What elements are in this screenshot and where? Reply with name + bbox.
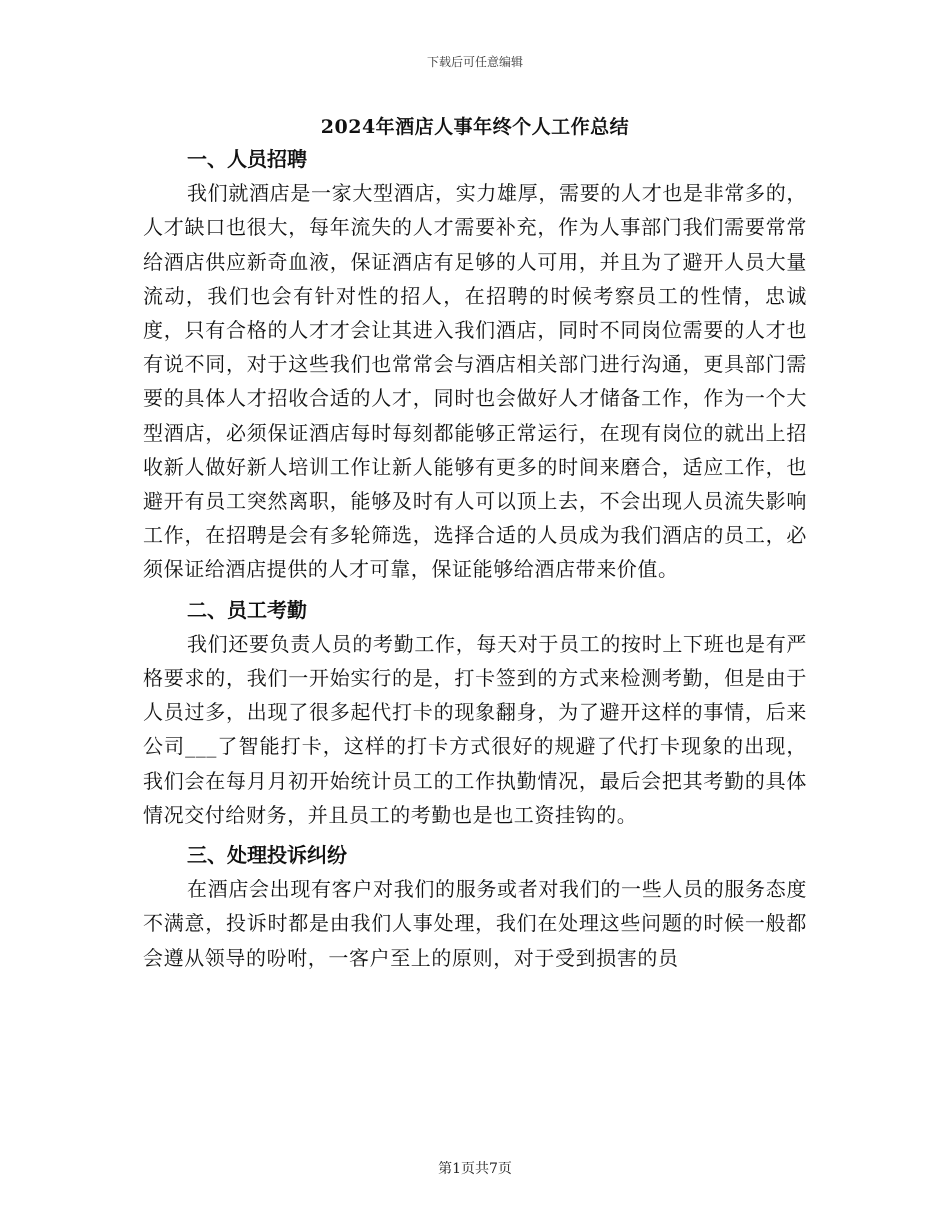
document-title: 2024年酒店人事年终个人工作总结 — [320, 116, 630, 138]
page-header: 下载后可任意编辑 — [426, 55, 523, 69]
section-heading-complaints: 三、处理投诉纠纷 — [187, 843, 347, 868]
section-paragraph-recruitment: 我们就酒店是一家大型酒店，实力雄厚，需要的人才也是非常多的，人才缺口也很大，每年流失的人才需要补充，作为人事部门我们需要常常给酒店供应新奇血液，保证酒店有足够的人可用，并且为了避开人员大量流动，我们也会有针对性的招人，在招聘的时候考察员工的性情，忠诚度，只有合格的人才才会让其进入我们酒店，同时不同岗位需要的人才也有说不同，对于这些我们也常常会与酒店相关部门进行沟通，更具部门需要的具体人才招收合适的人才，同时也会做好人才储备工作，作为一个大型酒店，必须保证酒店每时每刻都能够正常运行，在现有岗位的就出上招收新人做好新人培训工作让新人能够有更多的时间来磨合，适应工作，也避开有员工突然离职，能够及时有人可以顶上去，不会出现人员流失影响工作，在招聘是会有多轮筛选，选择合适的人员成为我们酒店的员工，必须保证给酒店提供的人才可靠，保证能够给酒店带来价值。 — [143, 181, 807, 582]
section-paragraph-attendance: 我们还要负责人员的考勤工作，每天对于员工的按时上下班也是有严格要求的，我们一开始实行的是，打卡签到的方式来检测考勤，但是由于人员过多，出现了很多起代打卡的现象翻身，为了避开这样的事情，后来公司___了智能打卡，这样的打卡方式很好的规避了代打卡现象的出现，我们会在每月月初开始统计员工的工作执勤情况，最后会把其考勤的具体情况交付给财务，并且员工的考勤也是也工资挂钩的。 — [143, 631, 807, 827]
section-heading-attendance: 二、员工考勤 — [187, 597, 307, 622]
section-paragraph-complaints: 在酒店会出现有客户对我们的服务或者对我们的一些人员的服务态度不满意，投诉时都是由我们人事处理，我们在处理这些问题的时候一般都会遵从领导的吩咐，一客户至上的原则，对于受到损害的员 — [143, 877, 807, 970]
section-heading-recruitment: 一、人员招聘 — [187, 147, 307, 171]
page-footer: 第1页共7页 — [438, 1161, 512, 1177]
document-body — [143, 142, 807, 975]
